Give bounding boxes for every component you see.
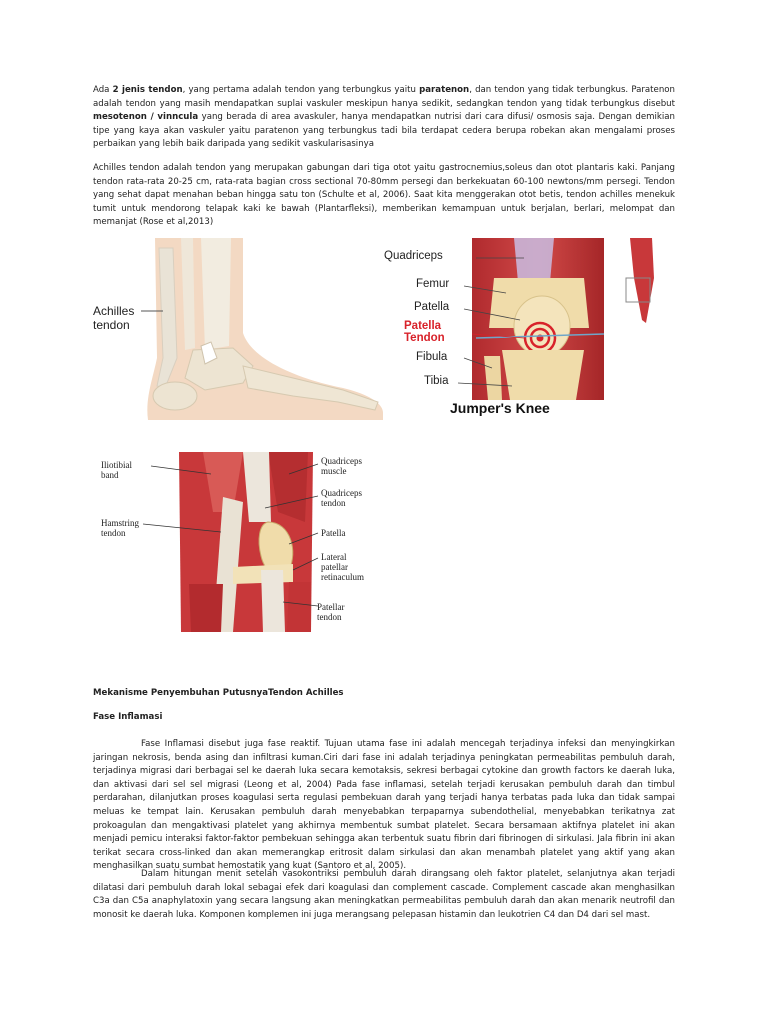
heading-fase-inflamasi: Fase Inflamasi [93, 712, 163, 722]
label-fibula: Fibula [416, 351, 448, 363]
label-quadriceps: Quadriceps [384, 250, 443, 262]
label-quadriceps-tendon: Quadriceps tendon [321, 488, 362, 508]
label-patella: Patella [321, 528, 346, 538]
achilles-illustration [93, 238, 383, 420]
label-iliotibial-band: Iliotibial band [101, 460, 132, 480]
bold-term: paratenon [419, 85, 470, 95]
caption-jumpers-knee: Jumper's Knee [450, 400, 550, 416]
paragraph-tendon-types: Ada 2 jenis tendon, yang pertama adalah tendon yang terbungkus yaitu paratenon, dan tendon yang tidak terbungkus. Paratenon adalah tendon yang masih mendapatkan suplai vaskuler meskipun hanya sedikit, sedangkan tendon yang tidak terbungkus disebut mesotenon / vinncula yang berada di area avaskuler, hanya mendapatkan nutrisi dari cara difusi/ osmosis saja. Dengan demikian tipe yang kaya akan vaskuler yaitu paratenon yang terbungkus tadi bila terdapat cedera berupa robekan akan mengalami proses perbaikan yang lebih baik daripada yang sedikit vaskularisasinya [93, 85, 675, 150]
paragraph-vasokontriksi: Dalam hitungan menit setelah vasokontriksi pembuluh darah dirangsang oleh faktor platelet, selanjutnya akan terjadi dilatasi dari pembuluh darah lokal sebagai efek dari koagulasi dan complement cascade. Complement cascade akan menghasilkan C3a dan C5a anaphylatoxin yang secara langsung akan meningkatkan permeabilitas pembuluh darah dan akan menarik neutrofil dan monosit ke daerah luka. Komponen komplemen ini juga merangsang pelepasan histamin dan leukotrien C4 dan D4 dari sel mast. [93, 869, 675, 920]
label-patella-tendon: Patella Tendon [404, 320, 445, 344]
label-patella: Patella [414, 301, 450, 313]
bold-term: mesotenon / vinncula [93, 112, 199, 123]
paragraph-fase-inflamasi: Fase Inflamasi disebut juga fase reaktif. Tujuan utama fase ini adalah mencegah terjadinya infeksi dan menyingkirkan jaringan nekrosis, benda asing dan infiltrasi kuman.Ciri dari fase ini adalah terjadinya peningkatan permeabilitas pembuluh darah, terjadinya migrasi dari berbagai sel ke daerah luka secara kemotaksis, sekresi berbagai cytokine dan growth factors ke daerah luka, dan aktivasi dari sel sel migrasi (Leong et al, 2004) Pada fase inflamasi, setelah terjadi kerusakan pembuluh darah dan timbul perdarahan, dilanjutkan proses koagulasi serta regulasi pembekuan darah yang terjadi hanya terbatas pada luka dan tidak sampai meluas ke tempat lain. Kerusakan pembuluh darah menyebabkan terpaparnya subendothelial, menyebabkan terikatnya zat prokoagulan dan mengaktivasi platelet yang akhirnya membentuk sumbat platelet. Secara bersamaan aktifnya platelet ini akan menjadi pemicu interaksi faktor-faktor pembekuan sehingga akan terbentuk suatu fibrin dari fibrinogen di sirkulasi. Jala fibrin ini akan terikat secara cross-linked dan akan memerangkap eritrosit dalam sirkulasi dan akan menambah platelet yang aktif yang akan menghasilkan suatu sumbat hemostatik yang kuat (Santoro et al, 2005). [93, 739, 675, 872]
label-femur: Femur [416, 278, 450, 290]
heading-mekanisme: Mekanisme Penyembuhan PutusnyaTendon Achilles [93, 688, 344, 698]
figure-achilles-tendon [93, 238, 383, 420]
label-hamstring-tendon: Hamstring tendon [101, 518, 139, 538]
label-patellar-tendon: Patellar tendon [317, 602, 345, 622]
label-achilles: Achilles tendon [93, 304, 135, 332]
figure-knee-anatomy [93, 452, 378, 632]
paragraph-achilles: Achilles tendon adalah tendon yang merupakan gabungan dari tiga otot yaitu gastrocnemius,soleus dan otot plantaris kaki. Panjang tendon rata-rata 20-25 cm, rata-rata bagian cross sectional 70-80mm persegi dan berkekuatan 60-100 newtons/mm persegi. Tendon yang sehat dapat menahan beban hingga satu ton (Schulte et al, 2006). Saat kita menggerakan otot betis, tendon achilles menekuk tumit untuk mendorong telapak kaki ke bawah (Plantarfleksi), memberikan kemampuan untuk berjalan, berlari, melompat dan memanjat (Rose et al,2013) [93, 163, 675, 228]
label-quadriceps-muscle: Quadriceps muscle [321, 456, 362, 476]
figure-jumpers-knee [384, 238, 676, 420]
bold-term: 2 jenis tendon [112, 85, 183, 95]
label-tibia: Tibia [424, 375, 449, 387]
label-lateral-patellar-retinaculum: Lateral patellar retinaculum [321, 552, 364, 582]
